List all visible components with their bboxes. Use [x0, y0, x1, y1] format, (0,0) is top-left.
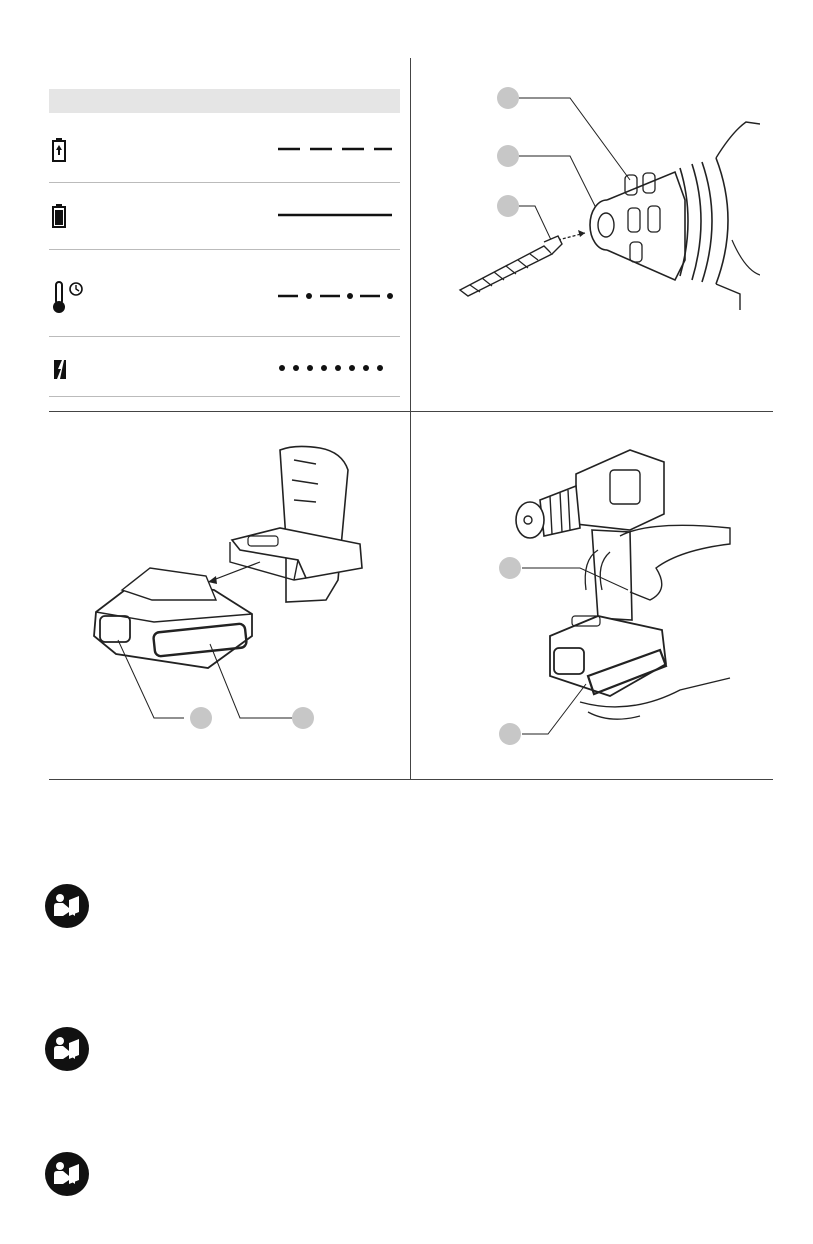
table-row-divider [49, 336, 400, 337]
callout-circle [190, 707, 212, 729]
pattern-long-dashes [278, 146, 392, 152]
drill-chuck-illustration [440, 80, 760, 310]
read-manual-icon [45, 1152, 89, 1196]
pattern-dash-dot [278, 292, 394, 300]
callout-circle [497, 195, 519, 217]
battery-fault-icon [52, 357, 68, 381]
top-center-divider [410, 58, 411, 780]
battery-pack-illustration [80, 440, 380, 740]
callout-circle [497, 87, 519, 109]
pattern-dotted [278, 364, 394, 372]
table-row-divider [49, 396, 400, 397]
thermometer-timer-icon [50, 280, 90, 314]
middle-divider [49, 411, 773, 412]
battery-full-icon [52, 204, 66, 228]
read-manual-icon [45, 1027, 89, 1071]
pattern-solid-line [278, 212, 392, 218]
battery-charging-icon [52, 138, 66, 162]
callout-circle [499, 723, 521, 745]
drill-in-hands-illustration [480, 440, 780, 760]
bottom-divider [49, 779, 773, 780]
callout-circle [497, 145, 519, 167]
callout-circle [499, 557, 521, 579]
read-manual-icon [45, 884, 89, 928]
table-header-bar [49, 89, 400, 113]
callout-circle [292, 707, 314, 729]
table-row-divider [49, 182, 400, 183]
table-row-divider [49, 249, 400, 250]
